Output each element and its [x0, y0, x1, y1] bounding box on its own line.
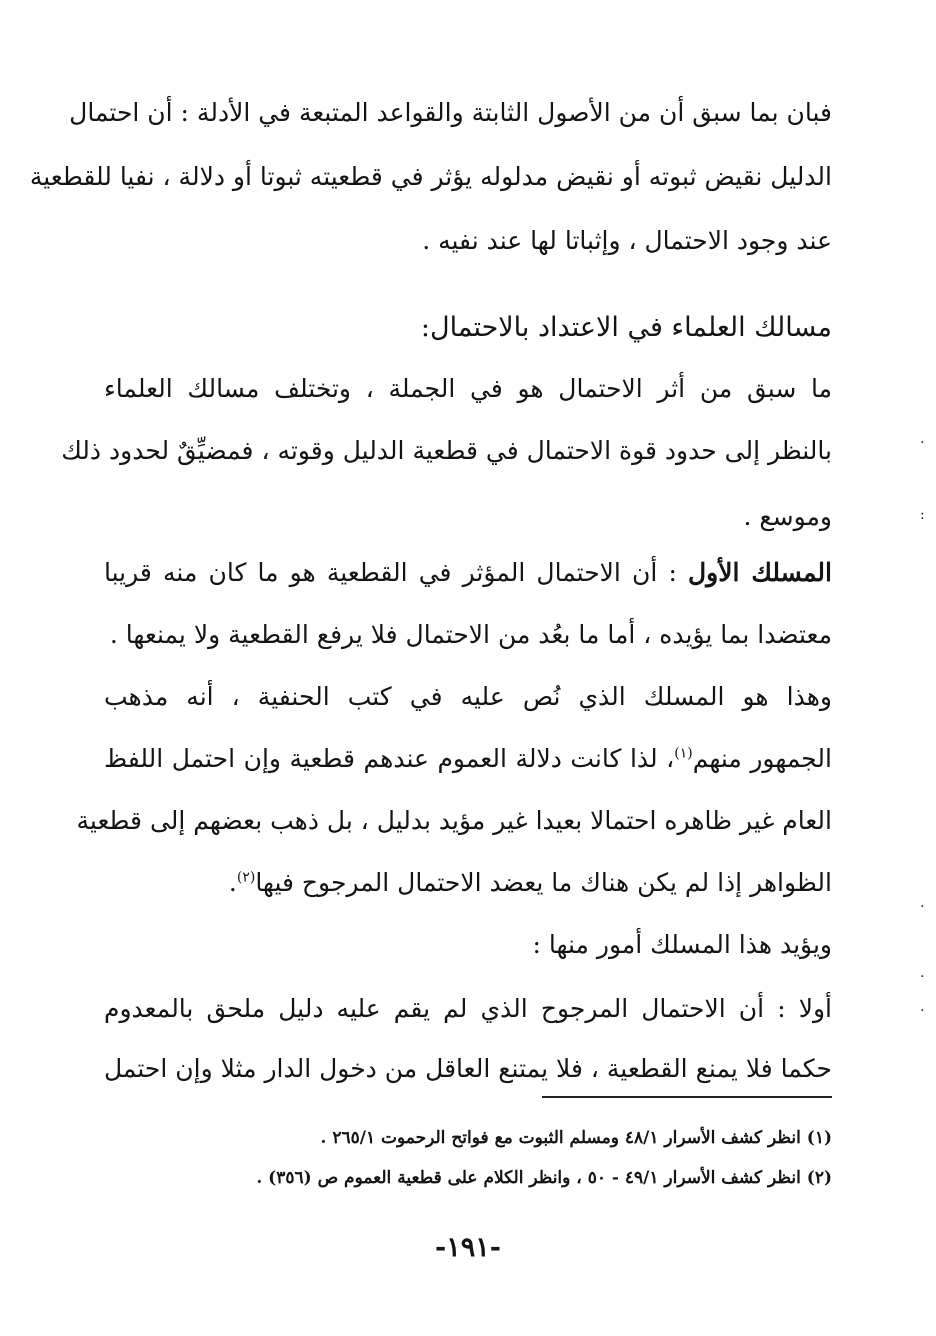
hanafi-line-1: وهذا هو المسلك الذي نُص عليه في كتب الحنفية ، أنه مذهب [104, 682, 832, 711]
first-path-line-2: معتضدا بما يؤيده ، أما ما بعُد من الاحتمال فلا يرفع القطعية ولا يمنعها . [109, 620, 832, 649]
paths-line-3: وموسع . [743, 502, 832, 531]
margin-mark-2: : [920, 507, 925, 523]
paths-line-2: بالنظر إلى حدود قوة الاحتمال في قطعية الدليل وقوته ، فمضيِّقٌ لحدود ذلك [61, 436, 832, 465]
intro-line-3: عند وجود الاحتمال ، وإثباتا لها عند نفيه . [422, 226, 832, 255]
hanafi-line-4 [104, 866, 832, 900]
intro-line-2: الدليل نقيض ثبوته أو نقيض مدلوله يؤثر في قطعيته ثبوتا أو دلالة ، نفيا للقطعية [29, 162, 832, 191]
hanafi-line-2-start: الجمهور منهم [692, 744, 832, 773]
footnote-ref-2: (٢) [236, 869, 256, 886]
footnote-1: (١) انظر كشف الأسرار ٤٨/١ ومسلم الثبوت مع فواتح الرحموت ٢٦٥/١ . [320, 1128, 832, 1148]
margin-mark-1: . [920, 431, 925, 447]
paths-line-1: ما سبق من أثر الاحتمال هو في الجملة ، وتختلف مسالك العلماء [104, 374, 832, 403]
page-number: -١٩١- [435, 1232, 501, 1263]
hanafi-line-2-end: ، لذا كانت دلالة العموم عندهم قطعية وإن احتمل اللفظ [104, 744, 675, 773]
margin-mark-4: . [920, 965, 925, 981]
hanafi-line-2 [104, 742, 832, 776]
section-heading: مسالك العلماء في الاعتداد بالاحتمال: [420, 312, 832, 343]
hanafi-line-4-start: الظواهر إذا لم يكن هناك ما يعضد الاحتمال المرجوح فيها [255, 868, 832, 897]
first-reason-line-1: أولا : أن الاحتمال المرجوح الذي لم يقم عليه دليل ملحق بالمعدوم [104, 994, 832, 1023]
margin-mark-3: . [920, 895, 925, 911]
first-path-line-1-rest: : أن الاحتمال المؤثر في القطعية هو ما كان منه قريبا [104, 558, 688, 587]
footnote-2: (٢) انظر كشف الأسرار ٤٩/١ - ٥٠ ، وانظر الكلام على قطعية العموم ص (٣٥٦) . [256, 1168, 832, 1188]
hanafi-line-4-end: . [228, 868, 237, 897]
intro-line-1: فبان بما سبق أن من الأصول الثابتة والقواعد المتبعة في الأدلة : أن احتمال [69, 98, 832, 127]
first-reason-line-2: حكما فلا يمنع القطعية ، فلا يمتنع العاقل من دخول الدار مثلا وإن احتمل [104, 1054, 832, 1083]
footnote-ref-1: (١) [674, 745, 693, 762]
footnote-separator [542, 1096, 832, 1098]
hanafi-line-3: العام غير ظاهره احتمالا بعيدا غير مؤيد بدليل ، بل ذهب بعضهم إلى قطعية [76, 806, 832, 835]
first-path-line-1 [104, 556, 832, 590]
margin-mark-5: . [920, 999, 925, 1015]
first-path-lead: المسلك الأول [688, 558, 832, 587]
support-line-1: ويؤيد هذا المسلك أمور منها : [532, 930, 832, 959]
